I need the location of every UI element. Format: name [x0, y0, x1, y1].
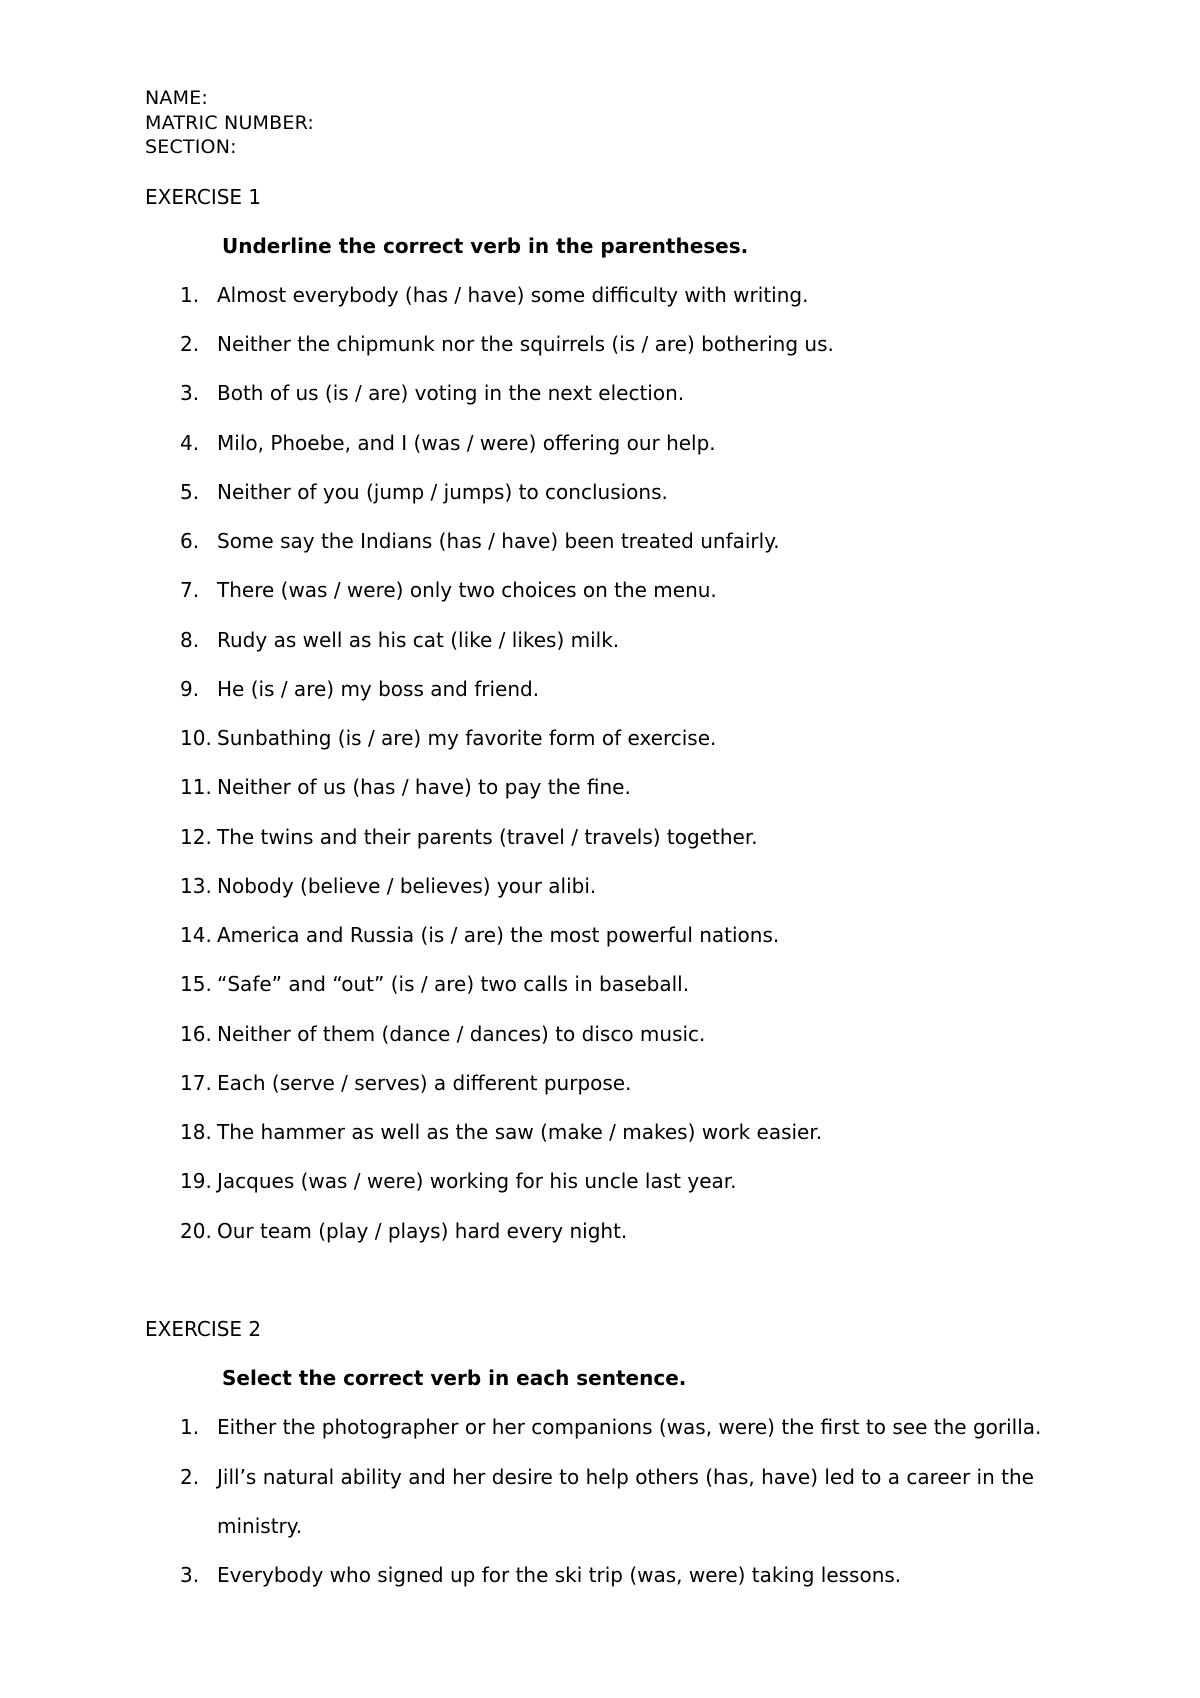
section-label: SECTION:	[145, 136, 237, 158]
exercise-1-instruction: Underline the correct verb in the parentheses.	[222, 234, 749, 258]
item-text: Each (serve / serves) a different purpose.	[217, 1071, 632, 1095]
item-text: Sunbathing (is / are) my favorite form of exercise.	[217, 726, 717, 750]
item-text: Both of us (is / are) voting in the next election.	[217, 381, 685, 405]
item-text: Neither of us (has / have) to pay the fine.	[217, 775, 631, 799]
item-text: Nobody (believe / believes) your alibi.	[217, 874, 597, 898]
item-number: 3.	[180, 1563, 200, 1587]
item-text: There (was / were) only two choices on the menu.	[217, 578, 717, 602]
item-text: He (is / are) my boss and friend.	[217, 677, 540, 701]
item-number: 7.	[180, 578, 200, 602]
item-number: 3.	[180, 381, 200, 405]
item-number: 10.	[180, 726, 212, 750]
item-text: America and Russia (is / are) the most powerful nations.	[217, 923, 780, 947]
item-number: 19.	[180, 1169, 212, 1193]
item-number: 14.	[180, 923, 212, 947]
item-text: Jill’s natural ability and her desire to help others (has, have) led to a career in the	[217, 1465, 1034, 1489]
item-number: 1.	[180, 283, 200, 307]
item-number: 1.	[180, 1415, 200, 1439]
exercise-2-title: EXERCISE 2	[145, 1317, 262, 1341]
item-text: The twins and their parents (travel / travels) together.	[217, 825, 758, 849]
exercise-1-title: EXERCISE 1	[145, 185, 262, 209]
item-number: 2.	[180, 1465, 200, 1489]
item-text: Rudy as well as his cat (like / likes) milk.	[217, 628, 620, 652]
item-text: Neither the chipmunk nor the squirrels (is / are) bothering us.	[217, 332, 834, 356]
item-text: Neither of them (dance / dances) to disco music.	[217, 1022, 706, 1046]
item-text: Everybody who signed up for the ski trip (was, were) taking lessons.	[217, 1563, 902, 1587]
item-number: 12.	[180, 825, 212, 849]
item-number: 4.	[180, 431, 200, 455]
item-text: Milo, Phoebe, and I (was / were) offering our help.	[217, 431, 716, 455]
item-number: 11.	[180, 775, 212, 799]
item-text: Neither of you (jump / jumps) to conclusions.	[217, 480, 668, 504]
item-text-continuation: ministry.	[217, 1514, 303, 1538]
item-number: 8.	[180, 628, 200, 652]
item-number: 9.	[180, 677, 200, 701]
item-number: 20.	[180, 1219, 212, 1243]
item-text: The hammer as well as the saw (make / makes) work easier.	[217, 1120, 823, 1144]
item-number: 5.	[180, 480, 200, 504]
matric-number-label: MATRIC NUMBER:	[145, 112, 315, 134]
item-text: Either the photographer or her companions (was, were) the first to see the gorilla.	[217, 1415, 1042, 1439]
item-number: 18.	[180, 1120, 212, 1144]
item-text: Jacques (was / were) working for his uncle last year.	[217, 1169, 737, 1193]
item-number: 15.	[180, 972, 212, 996]
item-number: 16.	[180, 1022, 212, 1046]
item-number: 6.	[180, 529, 200, 553]
item-text: “Safe” and “out” (is / are) two calls in baseball.	[217, 972, 690, 996]
exercise-2-instruction: Select the correct verb in each sentence.	[222, 1366, 687, 1390]
name-label: NAME:	[145, 87, 209, 109]
item-text: Almost everybody (has / have) some difficulty with writing.	[217, 283, 809, 307]
item-number: 13.	[180, 874, 212, 898]
item-text: Our team (play / plays) hard every night.	[217, 1219, 628, 1243]
item-number: 2.	[180, 332, 200, 356]
item-number: 17.	[180, 1071, 212, 1095]
item-text: Some say the Indians (has / have) been treated unfairly.	[217, 529, 780, 553]
